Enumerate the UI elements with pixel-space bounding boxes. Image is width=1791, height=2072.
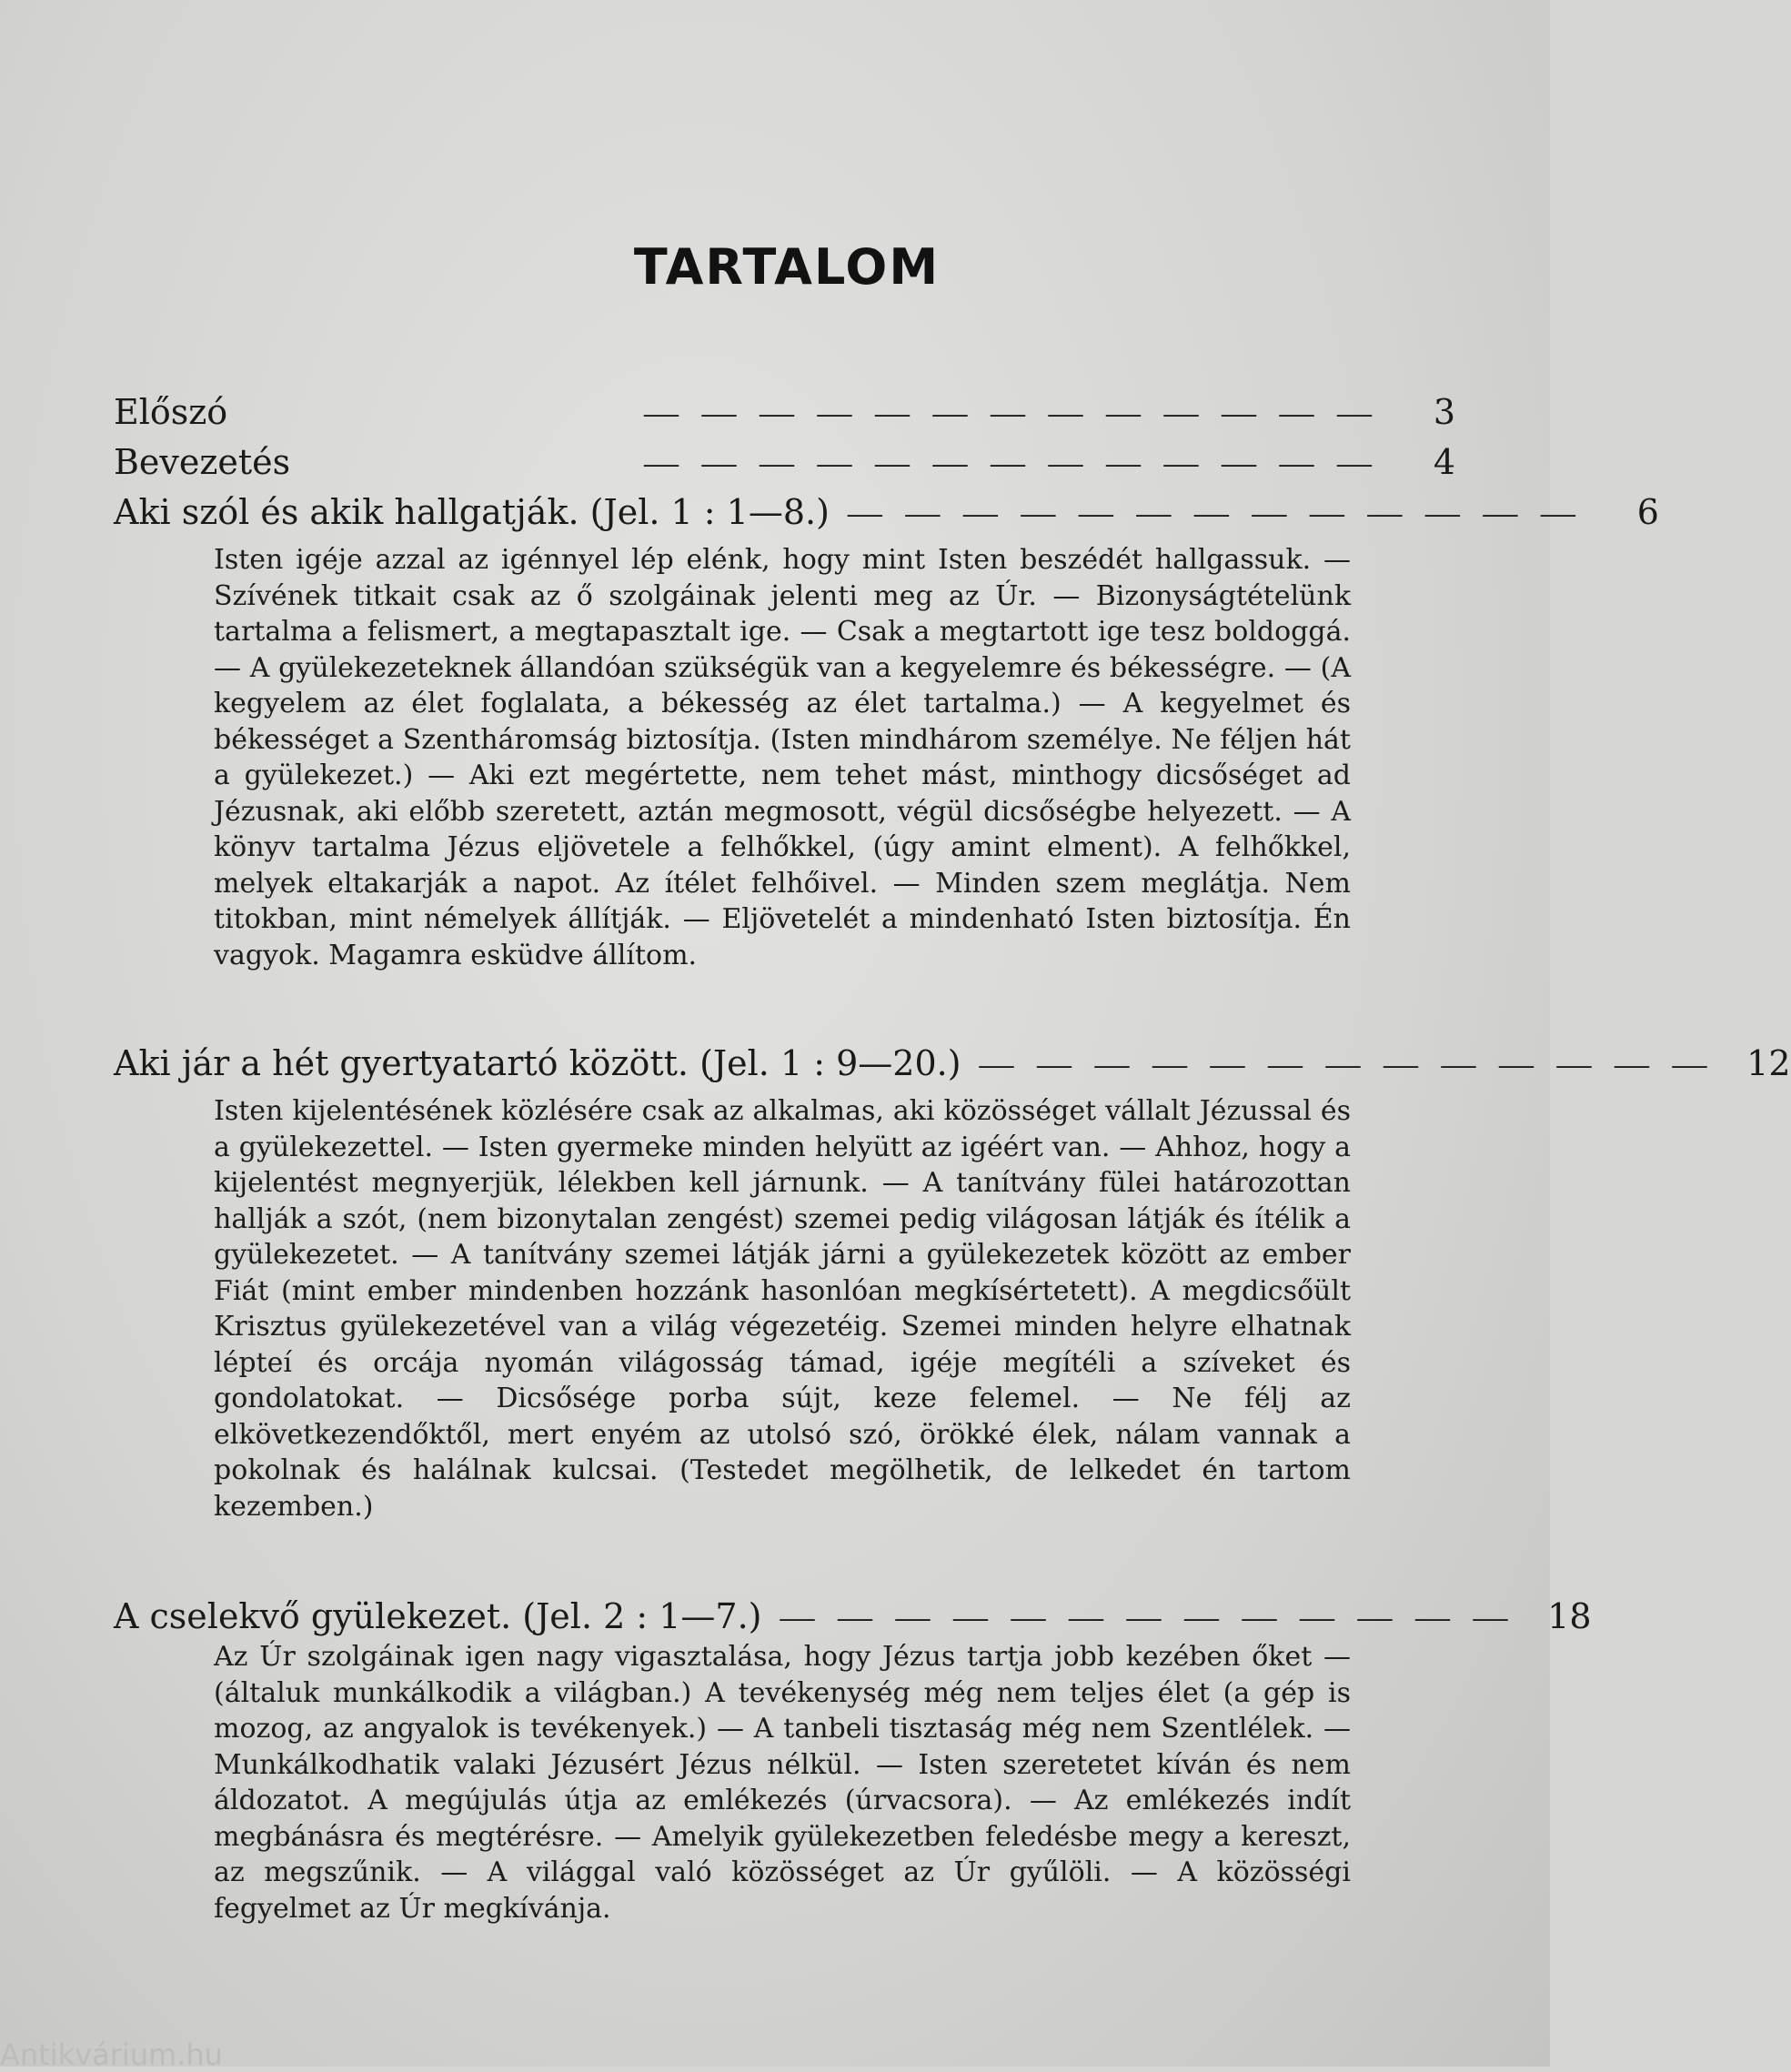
toc-entry-bevezetes xyxy=(114,438,1455,487)
dash-leader: — — — — — — — — — — — — — xyxy=(644,394,1379,432)
toc-page-number: 3 xyxy=(1433,392,1455,432)
toc-entry-chapter-3 xyxy=(114,1593,1592,1641)
toc-page-number: 6 xyxy=(1636,492,1659,532)
chapter-summary: Az Úr szolgáinak igen nagy vigasztalása, hogy Jézus tartja jobb kezében őket — (általuk munkálkodik a világban.) A tevékenység még nem teljes élet (a gép is mozog, az angyalok is tevékenyek.) — A tanbeli tisztaság még nem Szentlélek. — Munkálkodhatik valaki Jézusért Jézus nélkül. — Isten szeretetet kíván és nem áldozatot. A megújulás útja az emlékezés (úrvacsora). — Az emlékezés indít megbánásra és megtérésre. — Amelyik gyülekezetben feledésbe megy a kereszt, az megszűnik. — A világgal való közösséget az Úr gyűlöli. — A közösségi fegyelmet az Úr megkívánja. xyxy=(214,1641,1351,1925)
dash-leader: — — — — — — — — — — — — — xyxy=(644,444,1379,482)
toc-entry-eloszo xyxy=(114,388,1455,437)
dash-leader: — — — — — — — — — — — — — xyxy=(979,1045,1715,1083)
watermark: Antikvárium.hu xyxy=(0,2037,223,2072)
toc-entry-label: Aki szól és akik hallgatják. (Jel. 1 : 1—8.) xyxy=(114,492,830,532)
toc-page-number: 12 xyxy=(1746,1043,1791,1083)
toc-entry-chapter-1 xyxy=(114,488,1659,537)
toc-entry-label: A cselekvő gyülekezet. (Jel. 2 : 1—7.) xyxy=(114,1596,762,1636)
page-title: TARTALOM xyxy=(633,238,941,296)
toc-entry-label: Bevezetés xyxy=(114,442,291,482)
chapter-summary: Isten igéje azzal az igénnyel lép elénk, hogy mint Isten beszédét hallgassuk. — Szívének titkait csak az ő szolgáinak jelenti meg az Úr. — Bizonyságtételünk tartalma a felismert, a megtapasztalt ige. — Csak a megtartott ige tesz boldoggá. — A gyülekezeteknek állandóan szükségük van a kegyelemre és békességre. — (A kegyelem az élet foglalata, a békesség az élet tartalma.) — A kegyelmet és békességet a Szentháromság biztosítja. (Isten mindhárom személye. Ne féljen hát a gyülekezet.) — Aki ezt megértette, nem tehet mást, minthogy dicsőséget ad Jézusnak, aki előbb szeretett, aztán megmosott, végül dicsőségbe helyezett. — A könyv tartalma Jézus eljövetele a felhőkkel, (úgy amint elment). A felhőkkel, melyek eltakarják a napot. Az ítélet felhőivel. — Minden szem meglátja. Nem titokban, mint némelyek állítják. — Eljövetelét a mindenható Isten biztosítja. Én vagyok. Magamra esküdve állítom. xyxy=(214,544,1351,971)
toc-entry-chapter-2 xyxy=(114,1040,1791,1088)
dash-leader: — — — — — — — — — — — — — xyxy=(847,494,1583,532)
dash-leader: — — — — — — — — — — — — — xyxy=(780,1598,1515,1636)
toc-page-number: 4 xyxy=(1433,442,1455,482)
toc-entry-label: Aki jár a hét gyertyatartó között. (Jel. 1 : 9—20.) xyxy=(114,1043,961,1083)
toc-entry-label: Előszó xyxy=(114,392,228,432)
chapter-summary: Isten kijelentésének közlésére csak az alkalmas, aki közösséget vállalt Jézussal és a gyülekezettel. — Isten gyermeke minden helyütt az igéért van. — Ahhoz, hogy a kijelentést megnyerjük, lélekben kell járnunk. — A tanítvány fülei határozottan hallják a szót, (nem bizonytalan zengést) szemei pedig világosan látják és ítélik a gyülekezetet. — A tanítvány szemei látják járni a gyülekezetek között az ember Fiát (mint ember mindenben hozzánk hasonlóan megkísértetett). A megdicsőült Krisztus gyülekezetével van a világ végezetéig. Szemei minden helyre elhatnak lépteí és orcája nyomán világosság támad, igéje megítéli a szíveket és gondolatokat. — Dicsősége porba sújt, keze felemel. — Ne félj az elkövetkezendőktől, mert enyém az utolsó szó, örökké élek, nálam vannak a pokolnak és halálnak kulcsai. (Testedet megölhetik, de lelkedet én tartom kezemben.) xyxy=(214,1095,1351,1523)
toc-page-number: 18 xyxy=(1547,1596,1592,1636)
